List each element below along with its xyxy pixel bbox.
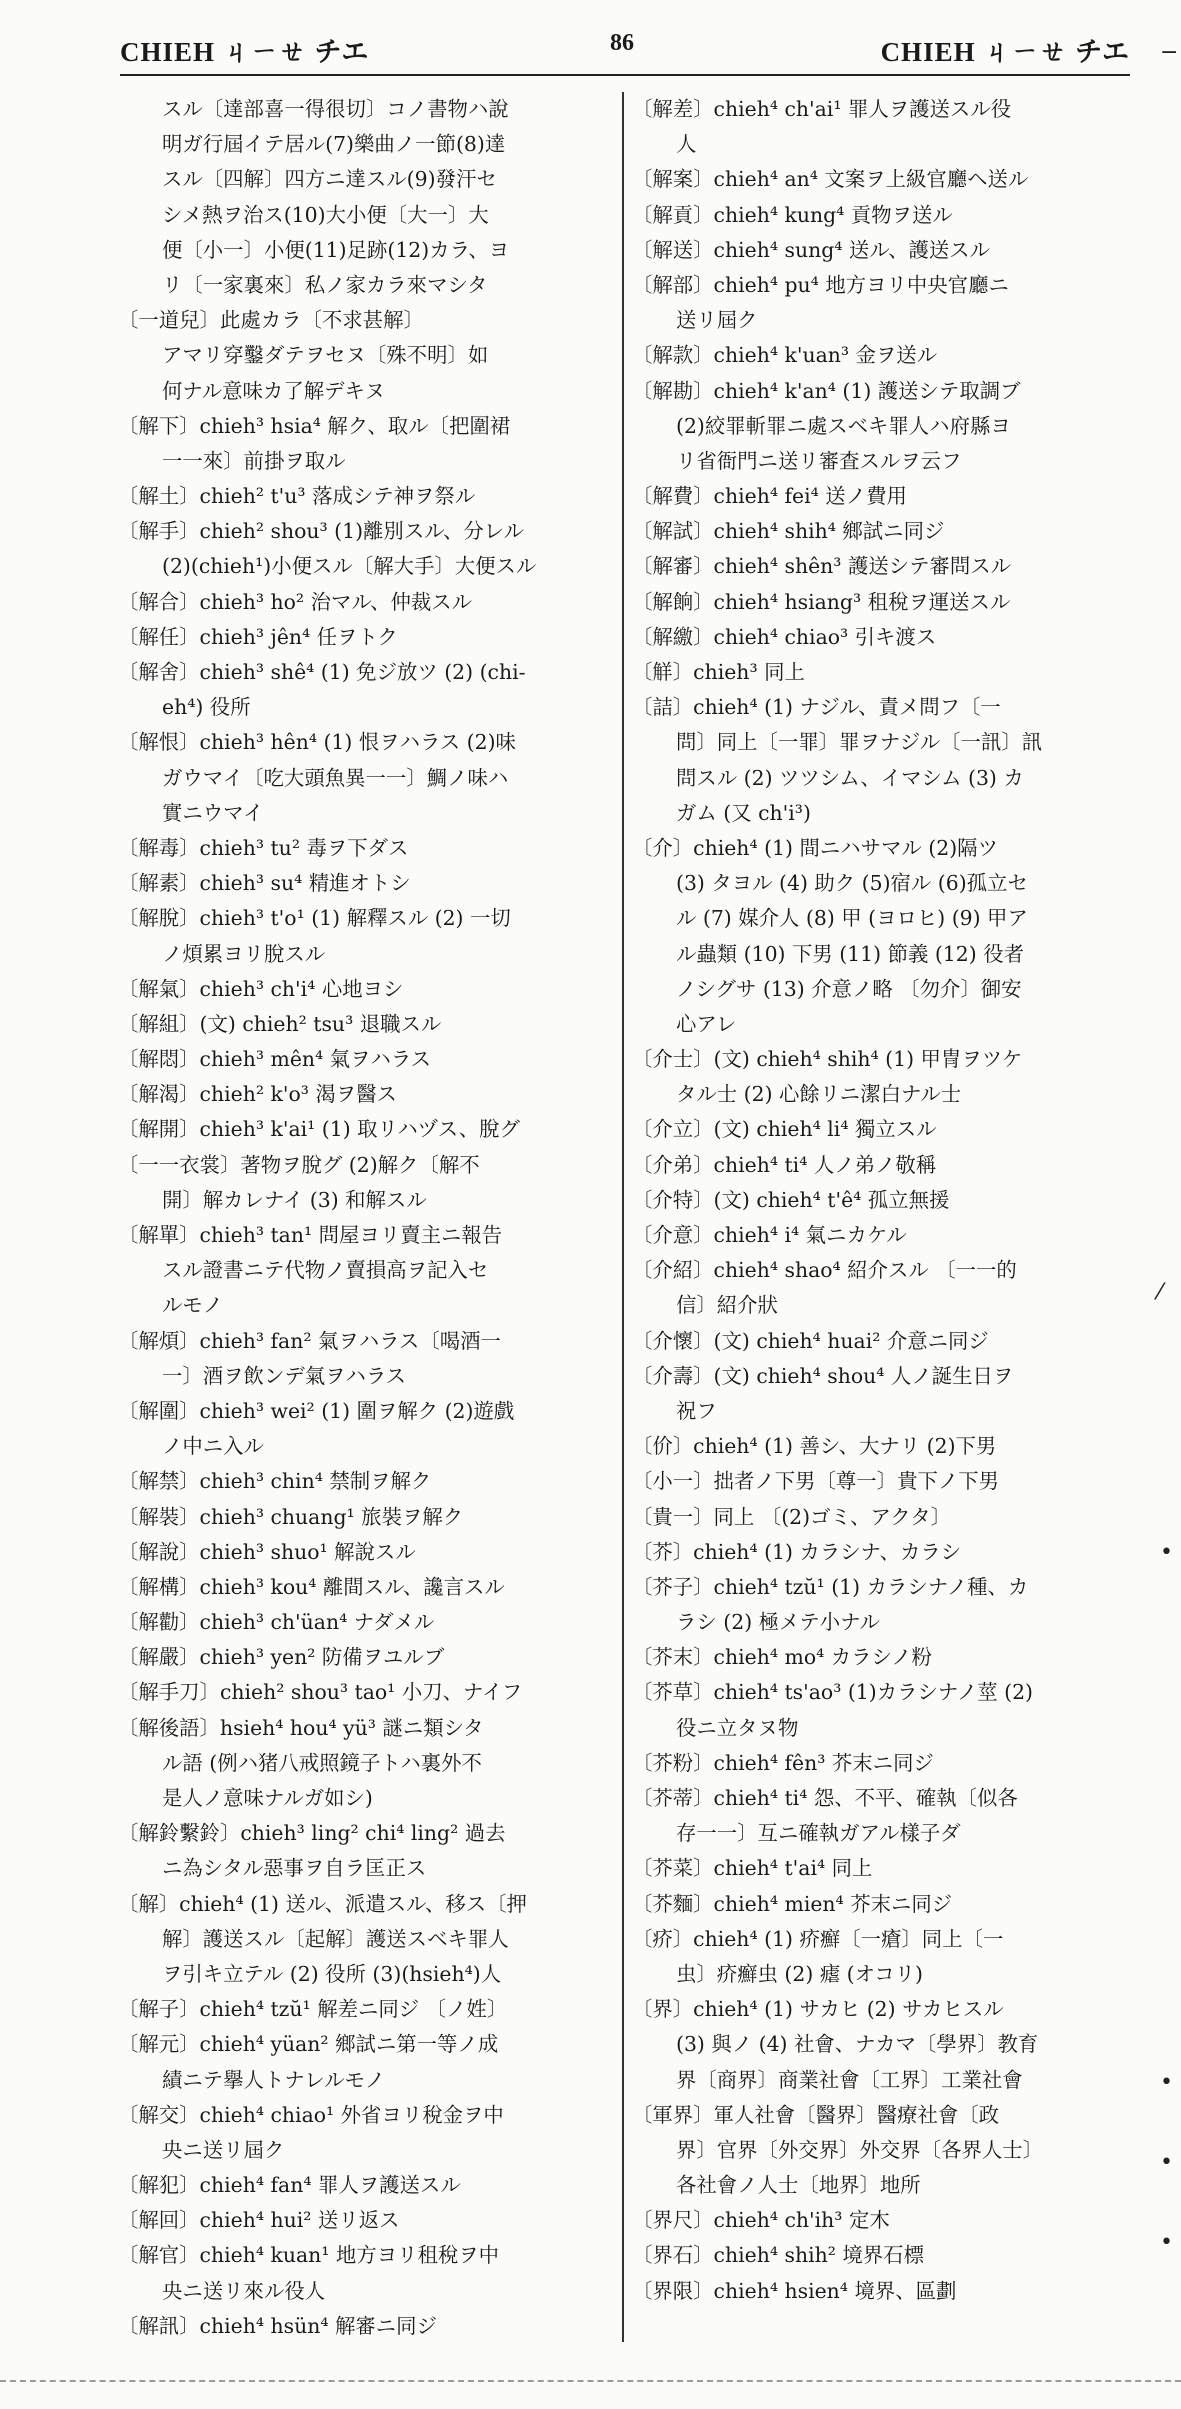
entry-line: 〔解構〕chieh³ kou⁴ 離間スル、讒言スル [118, 1574, 505, 1599]
entry-line: 何ナル意味カ了解デキヌ [162, 378, 386, 403]
entry-line: スル證書ニテ代物ノ賣損高ヲ記入セ [162, 1258, 489, 1283]
entry-line: 〔解訊〕chieh⁴ hsün⁴ 解審ニ同ジ [118, 2313, 437, 2338]
entry-line: 〔解組〕(文) chieh² tsu³ 退職スル [118, 1011, 442, 1036]
entry-line: シメ熱ヲ治ス(10)大小便〔大一〕大 [162, 202, 489, 227]
entry-line: 〔解任〕chieh³ jên⁴ 任ヲトク [118, 624, 398, 649]
entry-line: 解〕護送スル〔起解〕護送スベキ罪人 [162, 1926, 509, 1951]
entry-line: 〔解餉〕chieh⁴ hsiang³ 租稅ヲ運送スル [632, 589, 1011, 614]
entry-line: (3) 與ノ (4) 社會、ナカマ〔學界〕教育 [676, 2032, 1039, 2057]
entry-line: ノシグサ (13) 介意ノ略 〔勿介〕御安 [676, 976, 1022, 1001]
entry-line: 〔解煩〕chieh³ fan² 氣ヲハラス〔喝酒一 [118, 1328, 501, 1353]
entry-line: リ省衙門ニ送リ審査スルヲ云フ [676, 448, 962, 473]
entry-line: 〔介壽〕(文) chieh⁴ shou⁴ 人ノ誕生日ヲ [632, 1363, 1014, 1388]
entry-line: 〔解毒〕chieh³ tu² 毒ヲ下ダス [118, 835, 409, 860]
entry-line: eh⁴) 役所 [162, 695, 251, 720]
entry-line: 〔界限〕chieh⁴ hsien⁴ 境界、區劃 [632, 2278, 957, 2303]
entry-line: 祝フ [676, 1398, 717, 1423]
entry-line: 〔解說〕chieh³ shuo¹ 解說スル [118, 1539, 416, 1564]
entry-line: 〔解後語〕hsieh⁴ hou⁴ yü³ 謎ニ類シタ [118, 1715, 484, 1740]
entry-line: 實ニウマイ [162, 800, 264, 825]
entry-line: 〔芥〕chieh⁴ (1) カラシナ、カラシ [632, 1539, 962, 1564]
entry-line: 〔詰〕chieh⁴ (1) ナジル、責メ問フ〔一 [632, 695, 1001, 720]
entry-line: 〔解試〕chieh⁴ shih⁴ 鄉試ニ同ジ [632, 519, 945, 544]
entry-line: 〔芥蒂〕chieh⁴ ti⁴ 怨、不平、確執〔似各 [632, 1786, 1018, 1810]
entry-line: 〔解貢〕chieh⁴ kung⁴ 貢物ヲ送ル [632, 202, 953, 227]
entry-line: ノ煩累ヨリ脫スル [162, 941, 326, 966]
entry-line: 存一一〕互ニ確執ガアル樣子ダ [676, 1821, 961, 1846]
right-column [632, 92, 1132, 2342]
entry-line: ラシ (2) 極メテ小ナル [676, 1610, 880, 1635]
entry-line: 〔解手刀〕chieh² shou³ tao¹ 小刀、ナイフ [118, 1680, 523, 1705]
entry-line: 〔解土〕chieh² t'u³ 落成シテ神ヲ祭ル [118, 484, 476, 509]
entry-line: 信〕紹介狀 [676, 1293, 778, 1318]
entry-line: 〔芥子〕chieh⁴ tzŭ¹ (1) カラシナノ種、カ [632, 1574, 1029, 1599]
entry-line: 〔界〕chieh⁴ (1) サカヒ (2) サカヒスル [632, 1997, 1004, 2022]
page-header [120, 30, 1130, 76]
entry-line: 送リ屆ク [676, 308, 758, 333]
entry-line: 明ガ行屆イテ居ル(7)樂曲ノ一節(8)達 [162, 132, 506, 157]
entry-line: 〔解犯〕chieh⁴ fan⁴ 罪人ヲ護送スル [118, 2173, 461, 2198]
entry-line: 〔介〕chieh⁴ (1) 間ニハサマル (2)隔ツ [632, 835, 998, 860]
entry-line: ル蟲類 (10) 下男 (11) 節義 (12) 役者 [676, 941, 1024, 966]
entry-line: 〔解勸〕chieh³ ch'üan⁴ ナダメル [118, 1610, 435, 1635]
entry-line: 央ニ送リ屆ク [162, 2137, 285, 2162]
entry-line: ル語 (例ハ猪八戒照鏡子トハ裏外不 [162, 1750, 482, 1775]
entry-line: 〔解交〕chieh⁴ chiao¹ 外省ヨリ稅金ヲ中 [118, 2102, 504, 2127]
entry-line: 〔芥麵〕chieh⁴ mien⁴ 芥末ニ同ジ [632, 1891, 953, 1916]
entry-line: 〔觧〕chieh³ 同上 [632, 660, 805, 684]
entry-line: 〔解禁〕chieh³ chin⁴ 禁制ヲ解ク [118, 1469, 432, 1494]
entry-line: 〔价〕chieh⁴ (1) 善シ、大ナリ (2)下男 [632, 1434, 997, 1459]
entry-line: 〔解裝〕chieh³ chuang¹ 旅裝ヲ解ク [118, 1504, 464, 1529]
running-head-right: CHIEH ㄐㄧㄝ チエ [880, 37, 1130, 67]
entry-line: 央ニ送リ來ル役人 [162, 2278, 326, 2303]
entry-line: 〔一道兒〕此處カラ〔不求甚解〕 [118, 308, 424, 333]
entry-line: 〔解鈴繫鈴〕chieh³ ling² chi⁴ ling² 過去 [118, 1821, 506, 1846]
entry-line: 〔解恨〕chieh³ hên⁴ (1) 恨ヲハラス (2)味 [118, 730, 516, 755]
entry-line: ガウマイ〔吃大頭魚異一一〕鯛ノ味ハ [162, 765, 509, 790]
entry-line: 〔解官〕chieh⁴ kuan¹ 地方ヨリ租稅ヲ中 [118, 2243, 500, 2268]
entry-line: (3) タヨル (4) 助ク (5)宿ル (6)孤立セ [676, 871, 1028, 896]
entry-line: 〔解繳〕chieh⁴ chiao³ 引キ渡ス [632, 624, 937, 649]
entry-line: 問スル (2) ツツシム、イマシム (3) カ [676, 765, 1024, 790]
margin-mark: ⁄ [1158, 1280, 1162, 1305]
entry-line: ヲ引キ立テル (2) 役所 (3)(hsieh⁴)人 [162, 1961, 502, 1986]
entry-line: 〔解單〕chieh³ tan¹ 問屋ヨリ賣主ニ報告 [118, 1223, 503, 1247]
column-divider [622, 92, 624, 2342]
entry-line: 虫〕疥癬虫 (2) 瘧 (オコリ) [676, 1961, 923, 1986]
entry-line: 〔芥菜〕chieh⁴ t'ai⁴ 同上 [632, 1856, 873, 1881]
entry-line: 役ニ立タヌ物 [676, 1715, 799, 1740]
entry-line: 〔解回〕chieh⁴ hui² 送リ返ス [118, 2208, 400, 2233]
running-head-left: CHIEH ㄐㄧㄝ チエ [120, 37, 370, 67]
entry-line: 〔介立〕(文) chieh⁴ li⁴ 獨立スル [632, 1117, 937, 1142]
entry-line: ル (7) 媒介人 (8) 甲 (ヨロヒ) (9) 甲ア [676, 906, 1028, 931]
entry-line: ルモノ [162, 1293, 223, 1318]
entry-line: 便〔小一〕小便(11)足跡(12)カラ、ヨ [162, 237, 510, 262]
entry-line: 〔貴一〕同上 〔(2)ゴミ、アクタ〕 [632, 1504, 951, 1529]
entry-line: 〔解元〕chieh⁴ yüan² 鄉試ニ第一等ノ成 [118, 2032, 499, 2057]
entry-line: リ〔一家裏來〕私ノ家カラ來マシタ [162, 272, 488, 297]
entry-line: 〔解差〕chieh⁴ ch'ai¹ 罪人ヲ護送スル役 [632, 97, 1012, 121]
entry-line: (2)(chieh¹)小便スル〔解大手〕大便スル [162, 554, 537, 579]
entry-line: スル〔四解〕四方ニ達スル(9)發汗セ [162, 167, 497, 192]
entry-line: 〔解手〕chieh² shou³ (1)離別スル、分レル [118, 519, 525, 544]
entry-line: 〔解渴〕chieh² k'o³ 渴ヲ醫ス [118, 1082, 397, 1107]
entry-line: 〔一一衣裳〕著物ヲ脫グ (2)解ク〔解不 [118, 1152, 480, 1177]
entry-line: 〔界尺〕chieh⁴ ch'ih³ 定木 [632, 2208, 890, 2233]
entry-line: 〔介弟〕chieh⁴ ti⁴ 人ノ弟ノ敬稱 [632, 1152, 937, 1177]
entry-line: 一一來〕前掛ヲ取ル [162, 448, 346, 473]
entry-line: 〔解圍〕chieh³ wei² (1) 圍ヲ解ク (2)遊戲 [118, 1398, 515, 1423]
entry-line: 〔解脫〕chieh³ t'o¹ (1) 解釋スル (2) 一切 [118, 906, 511, 931]
entry-line: 〔芥草〕chieh⁴ ts'ao³ (1)カラシナノ莖 (2) [632, 1680, 1034, 1705]
entry-line: アマリ穿鑿ダテヲセヌ〔殊不明〕如 [162, 343, 489, 368]
entry-line: 〔解子〕chieh⁴ tzŭ¹ 解差ニ同ジ 〔ノ姓〕 [118, 1997, 508, 2022]
entry-line: 一〕酒ヲ飲ンデ氣ヲハラス [162, 1363, 407, 1388]
entry-line: 〔介特〕(文) chieh⁴ t'ê⁴ 孤立無援 [632, 1187, 950, 1212]
entry-line: 〔解部〕chieh⁴ pu⁴ 地方ヨリ中央官廳ニ [632, 272, 1009, 297]
entry-line: 〔芥粉〕chieh⁴ fên³ 芥末ニ同ジ [632, 1750, 934, 1775]
left-column [118, 92, 618, 2342]
entry-line: 〔介紹〕chieh⁴ shao⁴ 紹介スル 〔一一的 [632, 1258, 1017, 1283]
entry-line: 〔解審〕chieh⁴ shên³ 護送シテ審問スル [632, 554, 1012, 579]
entry-line: 績ニテ擧人トナレルモノ [162, 2067, 386, 2092]
margin-mark: − [1160, 40, 1179, 65]
entry-line: 界〕官界〔外交界〕外交界〔各界人士〕 [676, 2137, 1044, 2162]
scan-bottom-edge [0, 2380, 1181, 2384]
entry-line: 各社會ノ人士〔地界〕地所 [676, 2173, 921, 2198]
entry-line: 〔疥〕chieh⁴ (1) 疥癬〔一瘡〕同上〔一 [632, 1926, 1004, 1951]
entry-line: 〔解勘〕chieh⁴ k'an⁴ (1) 護送シテ取調ブ [632, 378, 1021, 403]
entry-line: 〔解氣〕chieh³ ch'i⁴ 心地ヨシ [118, 976, 404, 1001]
entry-line: 〔解案〕chieh⁴ an⁴ 文案ヲ上級官廳ヘ送ル [632, 167, 1029, 192]
entry-line: スル〔達部喜一得很切〕コノ書物ハ說 [162, 97, 509, 121]
entry-line: 〔解費〕chieh⁴ fei⁴ 送ノ費用 [632, 484, 907, 509]
entry-line: タル士 (2) 心餘リニ潔白ナル士 [676, 1082, 962, 1107]
entry-line: 〔芥末〕chieh⁴ mo⁴ カラシノ粉 [632, 1645, 932, 1670]
entry-line: 心アレ [676, 1011, 737, 1036]
entry-line: 〔軍界〕軍人社會〔醫界〕醫療社會〔政 [632, 2102, 1000, 2127]
entry-line: 界〔商界〕商業社會〔工界〕工業社會 [676, 2067, 1023, 2092]
entry-line: ニ為シタル惡事ヲ自ラ匡正ス [162, 1856, 427, 1881]
entry-line: 開〕解カレナイ (3) 和解スル [162, 1187, 427, 1212]
entry-line: 〔介意〕chieh⁴ i⁴ 氣ニカケル [632, 1223, 907, 1247]
entry-line: 是人ノ意味ナルガ如シ) [162, 1786, 373, 1810]
entry-line: 〔介士〕(文) chieh⁴ shih⁴ (1) 甲冑ヲツケ [632, 1047, 1023, 1072]
entry-line: 〔解合〕chieh³ ho² 治マル、仲裁スル [118, 589, 473, 614]
entry-line: 〔小一〕拙者ノ下男〔尊一〕貴下ノ下男 [632, 1469, 1000, 1494]
entry-line: (2)絞罪斬罪ニ處スベキ罪人ハ府縣ヨ [676, 413, 1011, 438]
entry-line: 問〕同上〔一罪〕罪ヲナジル〔一訊〕訊 [676, 730, 1043, 755]
entry-line: 〔解送〕chieh⁴ sung⁴ 送ル、護送スル [632, 237, 991, 262]
entry-line: ノ中ニ入ル [162, 1434, 264, 1459]
entry-line: 〔解嚴〕chieh³ yen² 防備ヲユルブ [118, 1645, 445, 1670]
margin-mark: • [1160, 2230, 1173, 2255]
margin-mark: • [1160, 2070, 1173, 2095]
page-number: 86 [610, 30, 634, 56]
entry-line: 〔解〕chieh⁴ (1) 送ル、派遣スル、移ス〔押 [118, 1891, 527, 1916]
entry-line: 〔解悶〕chieh³ mên⁴ 氣ヲハラス [118, 1047, 432, 1072]
entry-line: 〔解下〕chieh³ hsia⁴ 解ク、取ル〔把圍裙 [118, 413, 511, 438]
entry-line: 人 [676, 132, 697, 157]
entry-line: ガム (又 ch'i³) [676, 800, 811, 825]
entry-line: 〔解舍〕chieh³ shê⁴ (1) 免ジ放ツ (2) (chi- [118, 660, 526, 684]
entry-line: 〔解款〕chieh⁴ k'uan³ 金ヲ送ル [632, 343, 938, 368]
entry-line: 〔介懷〕(文) chieh⁴ huai² 介意ニ同ジ [632, 1328, 989, 1353]
entry-line: 〔解素〕chieh³ su⁴ 精進オトシ [118, 871, 411, 896]
margin-mark: • [1160, 1540, 1173, 1565]
entry-line: 〔界石〕chieh⁴ shih² 境界石標 [632, 2243, 924, 2268]
margin-mark: • [1160, 2150, 1173, 2175]
entry-line: 〔解開〕chieh³ k'ai¹ (1) 取リハヅス、脫グ [118, 1117, 520, 1142]
